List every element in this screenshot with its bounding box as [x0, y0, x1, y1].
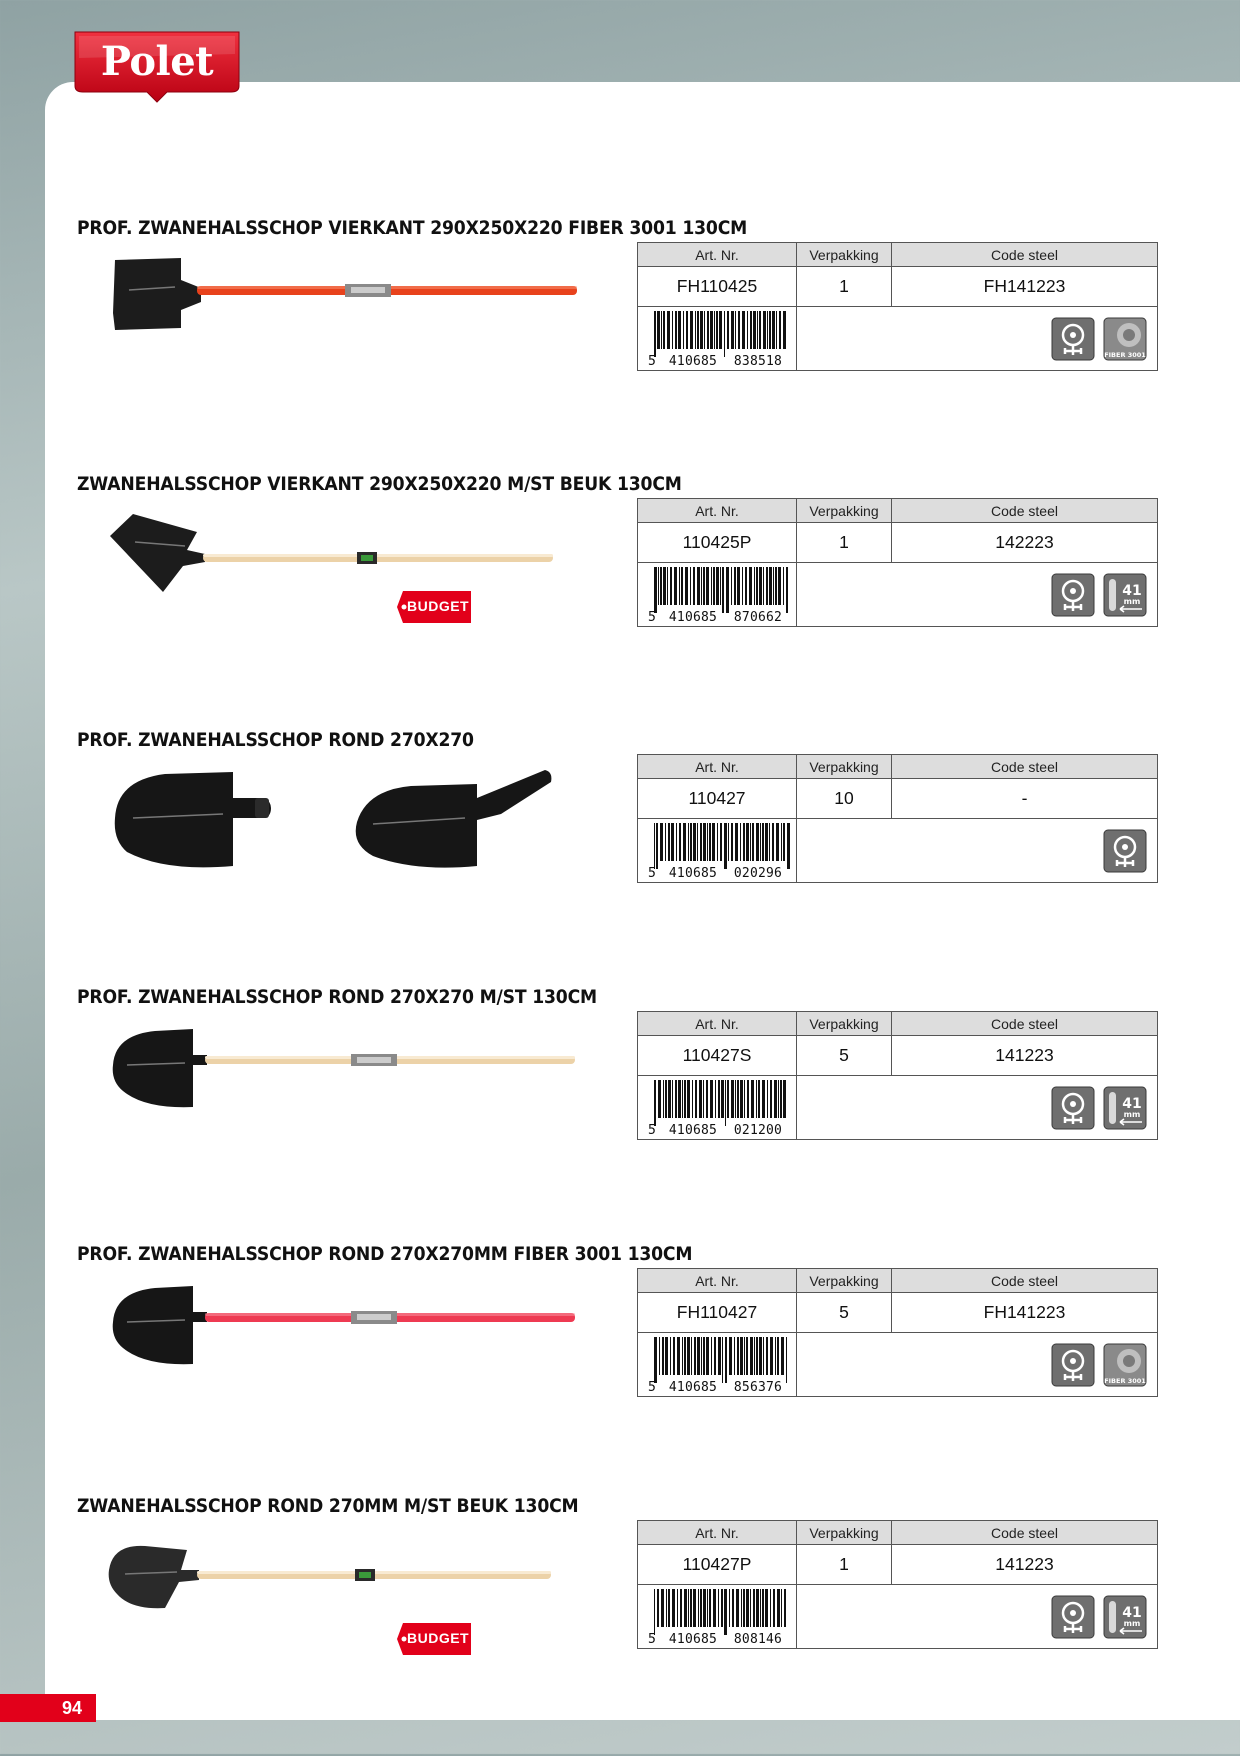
header-art-nr: Art. Nr.: [638, 755, 797, 779]
feature-icons-cell: [797, 563, 1158, 627]
barcode-first-digit: 5: [647, 1631, 657, 1647]
code-steel-value: FH141223: [892, 1293, 1158, 1333]
verpakking-value: 1: [797, 523, 892, 563]
budget-badge: [395, 1621, 475, 1657]
product-image-round-spade-fiber: [105, 1282, 585, 1392]
polet-logo: [71, 28, 243, 104]
header-art-nr: Art. Nr.: [638, 1012, 797, 1036]
product-title: PROF. ZWANEHALSSCHOP VIERKANT 290X250X220 FIBER 3001 130CM: [77, 218, 748, 239]
product-title: PROF. ZWANEHALSSCHOP ROND 270X270 M/ST 130CM: [77, 987, 597, 1008]
swan-neck-icon: [1103, 829, 1147, 873]
diameter-value: 41: [1122, 1095, 1142, 1112]
barcode-bars: [642, 565, 792, 613]
product-image-round-spade-beech-budget: [105, 1534, 585, 1644]
barcode: [642, 565, 792, 625]
header-verpakking: Verpakking: [797, 755, 892, 779]
header-verpakking: Verpakking: [797, 1012, 892, 1036]
code-steel-value: 141223: [892, 1036, 1158, 1076]
art-nr-value: 110427S: [638, 1036, 797, 1076]
code-steel-value: 142223: [892, 523, 1158, 563]
art-nr-value: FH110427: [638, 1293, 797, 1333]
header-verpakking: Verpakking: [797, 499, 892, 523]
logo-text: Polet: [100, 37, 214, 85]
header-verpakking: Verpakking: [797, 1521, 892, 1545]
barcode-right-digits: 020296: [733, 865, 783, 881]
product-section: [0, 987, 1240, 1247]
product-title: ZWANEHALSSCHOP VIERKANT 290X250X220 M/ST BEUK 130CM: [77, 474, 682, 495]
header-code-steel: Code steel: [892, 1521, 1158, 1545]
fiber-icon-label: FIBER 3001: [1104, 1376, 1146, 1385]
barcode-left-digits: 410685: [668, 609, 718, 625]
barcode-cell: [638, 563, 797, 627]
verpakking-value: 1: [797, 267, 892, 307]
verpakking-value: 5: [797, 1293, 892, 1333]
code-steel-value: -: [892, 779, 1158, 819]
barcode-cell: [638, 1333, 797, 1397]
product-section: [0, 730, 1240, 990]
diameter-41mm-icon: [1103, 1086, 1147, 1130]
barcode: [642, 1078, 792, 1138]
barcode: [642, 309, 792, 369]
feature-icons-cell: [797, 819, 1158, 883]
header-art-nr: Art. Nr.: [638, 1521, 797, 1545]
barcode-cell: [638, 307, 797, 371]
product-section: [0, 218, 1240, 478]
code-steel-value: 141223: [892, 1545, 1158, 1585]
diameter-value: 41: [1122, 582, 1142, 599]
swan-neck-icon: [1051, 1343, 1095, 1387]
barcode-right-digits: 870662: [733, 609, 783, 625]
verpakking-value: 10: [797, 779, 892, 819]
diameter-unit: mm: [1123, 1109, 1141, 1119]
product-spec-table: [637, 1011, 1158, 1140]
feature-icons-cell: [797, 1585, 1158, 1649]
barcode-first-digit: 5: [647, 609, 657, 625]
barcode: [642, 1335, 792, 1395]
product-spec-table: [637, 754, 1158, 883]
header-code-steel: Code steel: [892, 1269, 1158, 1293]
barcode-left-digits: 410685: [668, 1379, 718, 1395]
barcode: [642, 1587, 792, 1647]
barcode-first-digit: 5: [647, 1379, 657, 1395]
product-spec-table: [637, 1520, 1158, 1649]
art-nr-value: FH110425: [638, 267, 797, 307]
product-image-square-spade-fiber: [105, 256, 585, 366]
budget-badge-text: BUDGET: [407, 1630, 470, 1646]
barcode-first-digit: 5: [647, 353, 657, 369]
fiber-handle-icon: [1103, 317, 1147, 361]
diameter-value: 41: [1122, 1604, 1142, 1621]
barcode-left-digits: 410685: [668, 1631, 718, 1647]
product-image-round-spade-beech: [105, 1025, 585, 1135]
product-title: ZWANEHALSSCHOP ROND 270MM M/ST BEUK 130CM: [77, 1496, 579, 1517]
header-code-steel: Code steel: [892, 243, 1158, 267]
header-verpakking: Verpakking: [797, 243, 892, 267]
art-nr-value: 110425P: [638, 523, 797, 563]
barcode-first-digit: 5: [647, 865, 657, 881]
header-art-nr: Art. Nr.: [638, 499, 797, 523]
barcode-right-digits: 808146: [733, 1631, 783, 1647]
header-art-nr: Art. Nr.: [638, 243, 797, 267]
barcode-right-digits: 856376: [733, 1379, 783, 1395]
page-number: 94: [0, 1694, 96, 1722]
barcode: [642, 821, 792, 881]
product-title: PROF. ZWANEHALSSCHOP ROND 270X270MM FIBER 3001 130CM: [77, 1244, 693, 1265]
fiber-handle-icon: [1103, 1343, 1147, 1387]
verpakking-value: 1: [797, 1545, 892, 1585]
barcode-cell: [638, 1076, 797, 1140]
barcode-right-digits: 838518: [733, 353, 783, 369]
barcode-left-digits: 410685: [668, 865, 718, 881]
barcode-cell: [638, 819, 797, 883]
feature-icons-cell: [797, 1076, 1158, 1140]
barcode-bars: [642, 309, 792, 357]
product-title: PROF. ZWANEHALSSCHOP ROND 270X270: [77, 730, 474, 751]
header-code-steel: Code steel: [892, 499, 1158, 523]
product-section: [0, 1244, 1240, 1504]
barcode-cell: [638, 1585, 797, 1649]
barcode-right-digits: 021200: [733, 1122, 783, 1138]
barcode-bars: [642, 821, 792, 869]
feature-icons-cell: [797, 307, 1158, 371]
product-spec-table: [637, 242, 1158, 371]
product-image-round-spade-heads: [105, 768, 585, 878]
header-code-steel: Code steel: [892, 1012, 1158, 1036]
fiber-icon-label: FIBER 3001: [1104, 350, 1146, 359]
barcode-left-digits: 410685: [668, 353, 718, 369]
diameter-41mm-icon: [1103, 573, 1147, 617]
barcode-bars: [642, 1078, 792, 1126]
product-spec-table: [637, 498, 1158, 627]
product-image-square-spade-beech: [105, 512, 585, 622]
header-code-steel: Code steel: [892, 755, 1158, 779]
budget-badge-text: BUDGET: [407, 598, 470, 614]
code-steel-value: FH141223: [892, 267, 1158, 307]
feature-icons-cell: [797, 1333, 1158, 1397]
swan-neck-icon: [1051, 573, 1095, 617]
product-section: [0, 1496, 1240, 1756]
swan-neck-icon: [1051, 1086, 1095, 1130]
art-nr-value: 110427: [638, 779, 797, 819]
swan-neck-icon: [1051, 317, 1095, 361]
swan-neck-icon: [1051, 1595, 1095, 1639]
diameter-41mm-icon: [1103, 1595, 1147, 1639]
barcode-left-digits: 410685: [668, 1122, 718, 1138]
product-section: [0, 474, 1240, 734]
barcode-bars: [642, 1335, 792, 1383]
verpakking-value: 5: [797, 1036, 892, 1076]
header-verpakking: Verpakking: [797, 1269, 892, 1293]
header-art-nr: Art. Nr.: [638, 1269, 797, 1293]
diameter-unit: mm: [1123, 1618, 1141, 1628]
barcode-bars: [642, 1587, 792, 1635]
barcode-first-digit: 5: [647, 1122, 657, 1138]
diameter-unit: mm: [1123, 596, 1141, 606]
budget-badge: [395, 589, 475, 625]
product-spec-table: [637, 1268, 1158, 1397]
art-nr-value: 110427P: [638, 1545, 797, 1585]
